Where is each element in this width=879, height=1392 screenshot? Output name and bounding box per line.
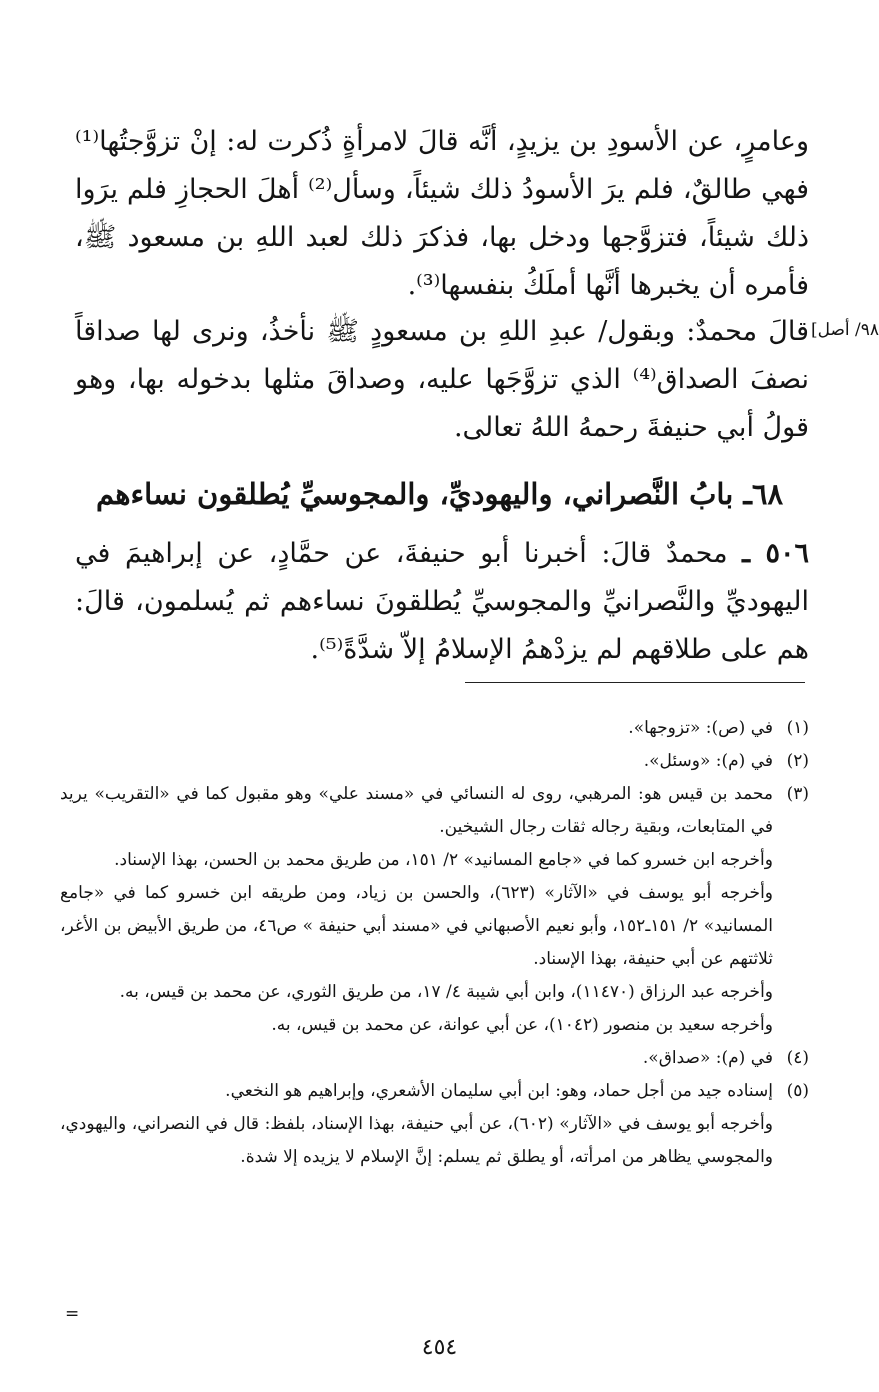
continuation-mark: = — [65, 1304, 80, 1324]
footnote-divider — [465, 682, 805, 683]
footnote-marker: (٥) — [786, 1081, 809, 1101]
footnote-continuation: وأخرجه عبد الرزاق (١١٤٧٠)، وابن أبي شيبة ٤/ ١٧، من طريق الثوري، عن محمد بن قيس، به. — [119, 982, 773, 1002]
footnote-1 — [60, 712, 809, 745]
body-paragraph-2: قالَ محمدٌ: وبقول/ عبدِ اللهِ بن مسعودٍ ﷺ نأخذُ، ونرى لها صداقاً نصفَ الصداق⁽⁴⁾ الذي تزوَّجَها عليه، وصداقَ مثلها بدخوله بها، وهو قولُ أبي حنيفةَ رحمهُ اللهُ تعالى. — [75, 316, 809, 443]
hadith-text: محمدٌ قالَ: أخبرنا أبو حنيفةَ، عن حمَّادٍ، عن إبراهيمَ في اليهوديِّ والنَّصرانيِّ والمجوسيِّ يُطلقونَ نساءهم ثم يُسلمون، قالَ: هم على طلاقهم لم يزدْهمُ الإسلامُ إلاّ شدَّةً⁽⁵⁾. — [75, 538, 809, 665]
body-paragraph-1: وعامرٍ، عن الأسودِ بن يزيدٍ، أنَّه قالَ لامرأةٍ ذُكرت له: إنْ تزوَّجتُها⁽¹⁾ فهي طالقٌ، فلم يرَ الأسودُ ذلك شيئاً، وسأل⁽²⁾ أهلَ الحجازِ فلم يرَوا ذلك شيئاً، فتزوَّجها ودخل بها، فذكرَ ذلك لعبد اللهِ بن مسعود ﷺ، فأمره أن يخبرها أنَّها أملَكُ بنفسها⁽³⁾. — [75, 126, 810, 301]
footnote-text: في (م): «وسئل». — [643, 751, 773, 771]
footnote-marker: (٤) — [786, 1048, 809, 1068]
hadith-number: ٥٠٦ ـ — [742, 538, 809, 569]
footnote-continuation: وأخرجه ابن خسرو كما في «جامع المسانيد» ٢/ ١٥١، من طريق محمد بن الحسن، بهذا الإسناد. — [114, 850, 773, 870]
chapter-heading: ٦٨ـ بابُ النَّصراني، واليهوديِّ، والمجوسيِّ يُطلقون نساءهم — [95, 477, 784, 511]
page-number: ٤٥٤ — [421, 1335, 458, 1360]
footnote-text: في (ص): «تزوجها». — [628, 718, 773, 738]
hadith-paragraph-506 — [75, 530, 809, 674]
footnote-text: إسناده جيد من أجل حماد، وهو: ابن أبي سليمان الأشعري، وإبراهيم هو النخعي. — [225, 1081, 773, 1101]
footnote-5 — [60, 1075, 809, 1174]
footnotes — [60, 712, 809, 1174]
footnote-marker: (٣) — [786, 784, 809, 804]
footnote-3 — [60, 778, 809, 1042]
footnote-text: في (م): «صداق». — [642, 1048, 773, 1068]
footnote-2 — [60, 745, 809, 778]
footnote-marker: (١) — [786, 718, 809, 738]
footnote-text: محمد بن قيس هو: المرهبي، روى له النسائي في «مسند علي» وهو مقبول كما في «التقريب» يريد في المتابعات، وبقية رجاله ثقات رجال الشيخين. — [60, 784, 773, 837]
footnote-continuation: وأخرجه أبو يوسف في «الآثار» (٦٠٢)، عن أبي حنيفة، بهذا الإسناد، بلفظ: قال في النصراني، واليهودي، والمجوسي يظاهر من امرأته، أو يطلق ثم يسلم: إنَّ الإسلام لا يزيده إلا شدة. — [60, 1114, 773, 1167]
footnote-4 — [60, 1042, 809, 1075]
footnote-continuation: وأخرجه سعيد بن منصور (١٠٤٢)، عن أبي عوانة، عن محمد بن قيس، به. — [271, 1015, 773, 1035]
footnote-continuation: وأخرجه أبو يوسف في «الآثار» (٦٢٣)، والحسن بن زياد، ومن طريقه ابن خسرو كما في «جامع المسانيد» ٢/ ١٥١ـ١٥٢، وأبو نعيم الأصبهاني في «مسند أبي حنيفة » ص٤٦، من طريق الأبيض بن الأغر، ثلاثتهم عن أبي حنيفة، بهذا الإسناد. — [60, 883, 774, 969]
margin-reference-note: ٩٨/ أصل] — [810, 320, 879, 340]
footnote-marker: (٢) — [786, 751, 809, 771]
